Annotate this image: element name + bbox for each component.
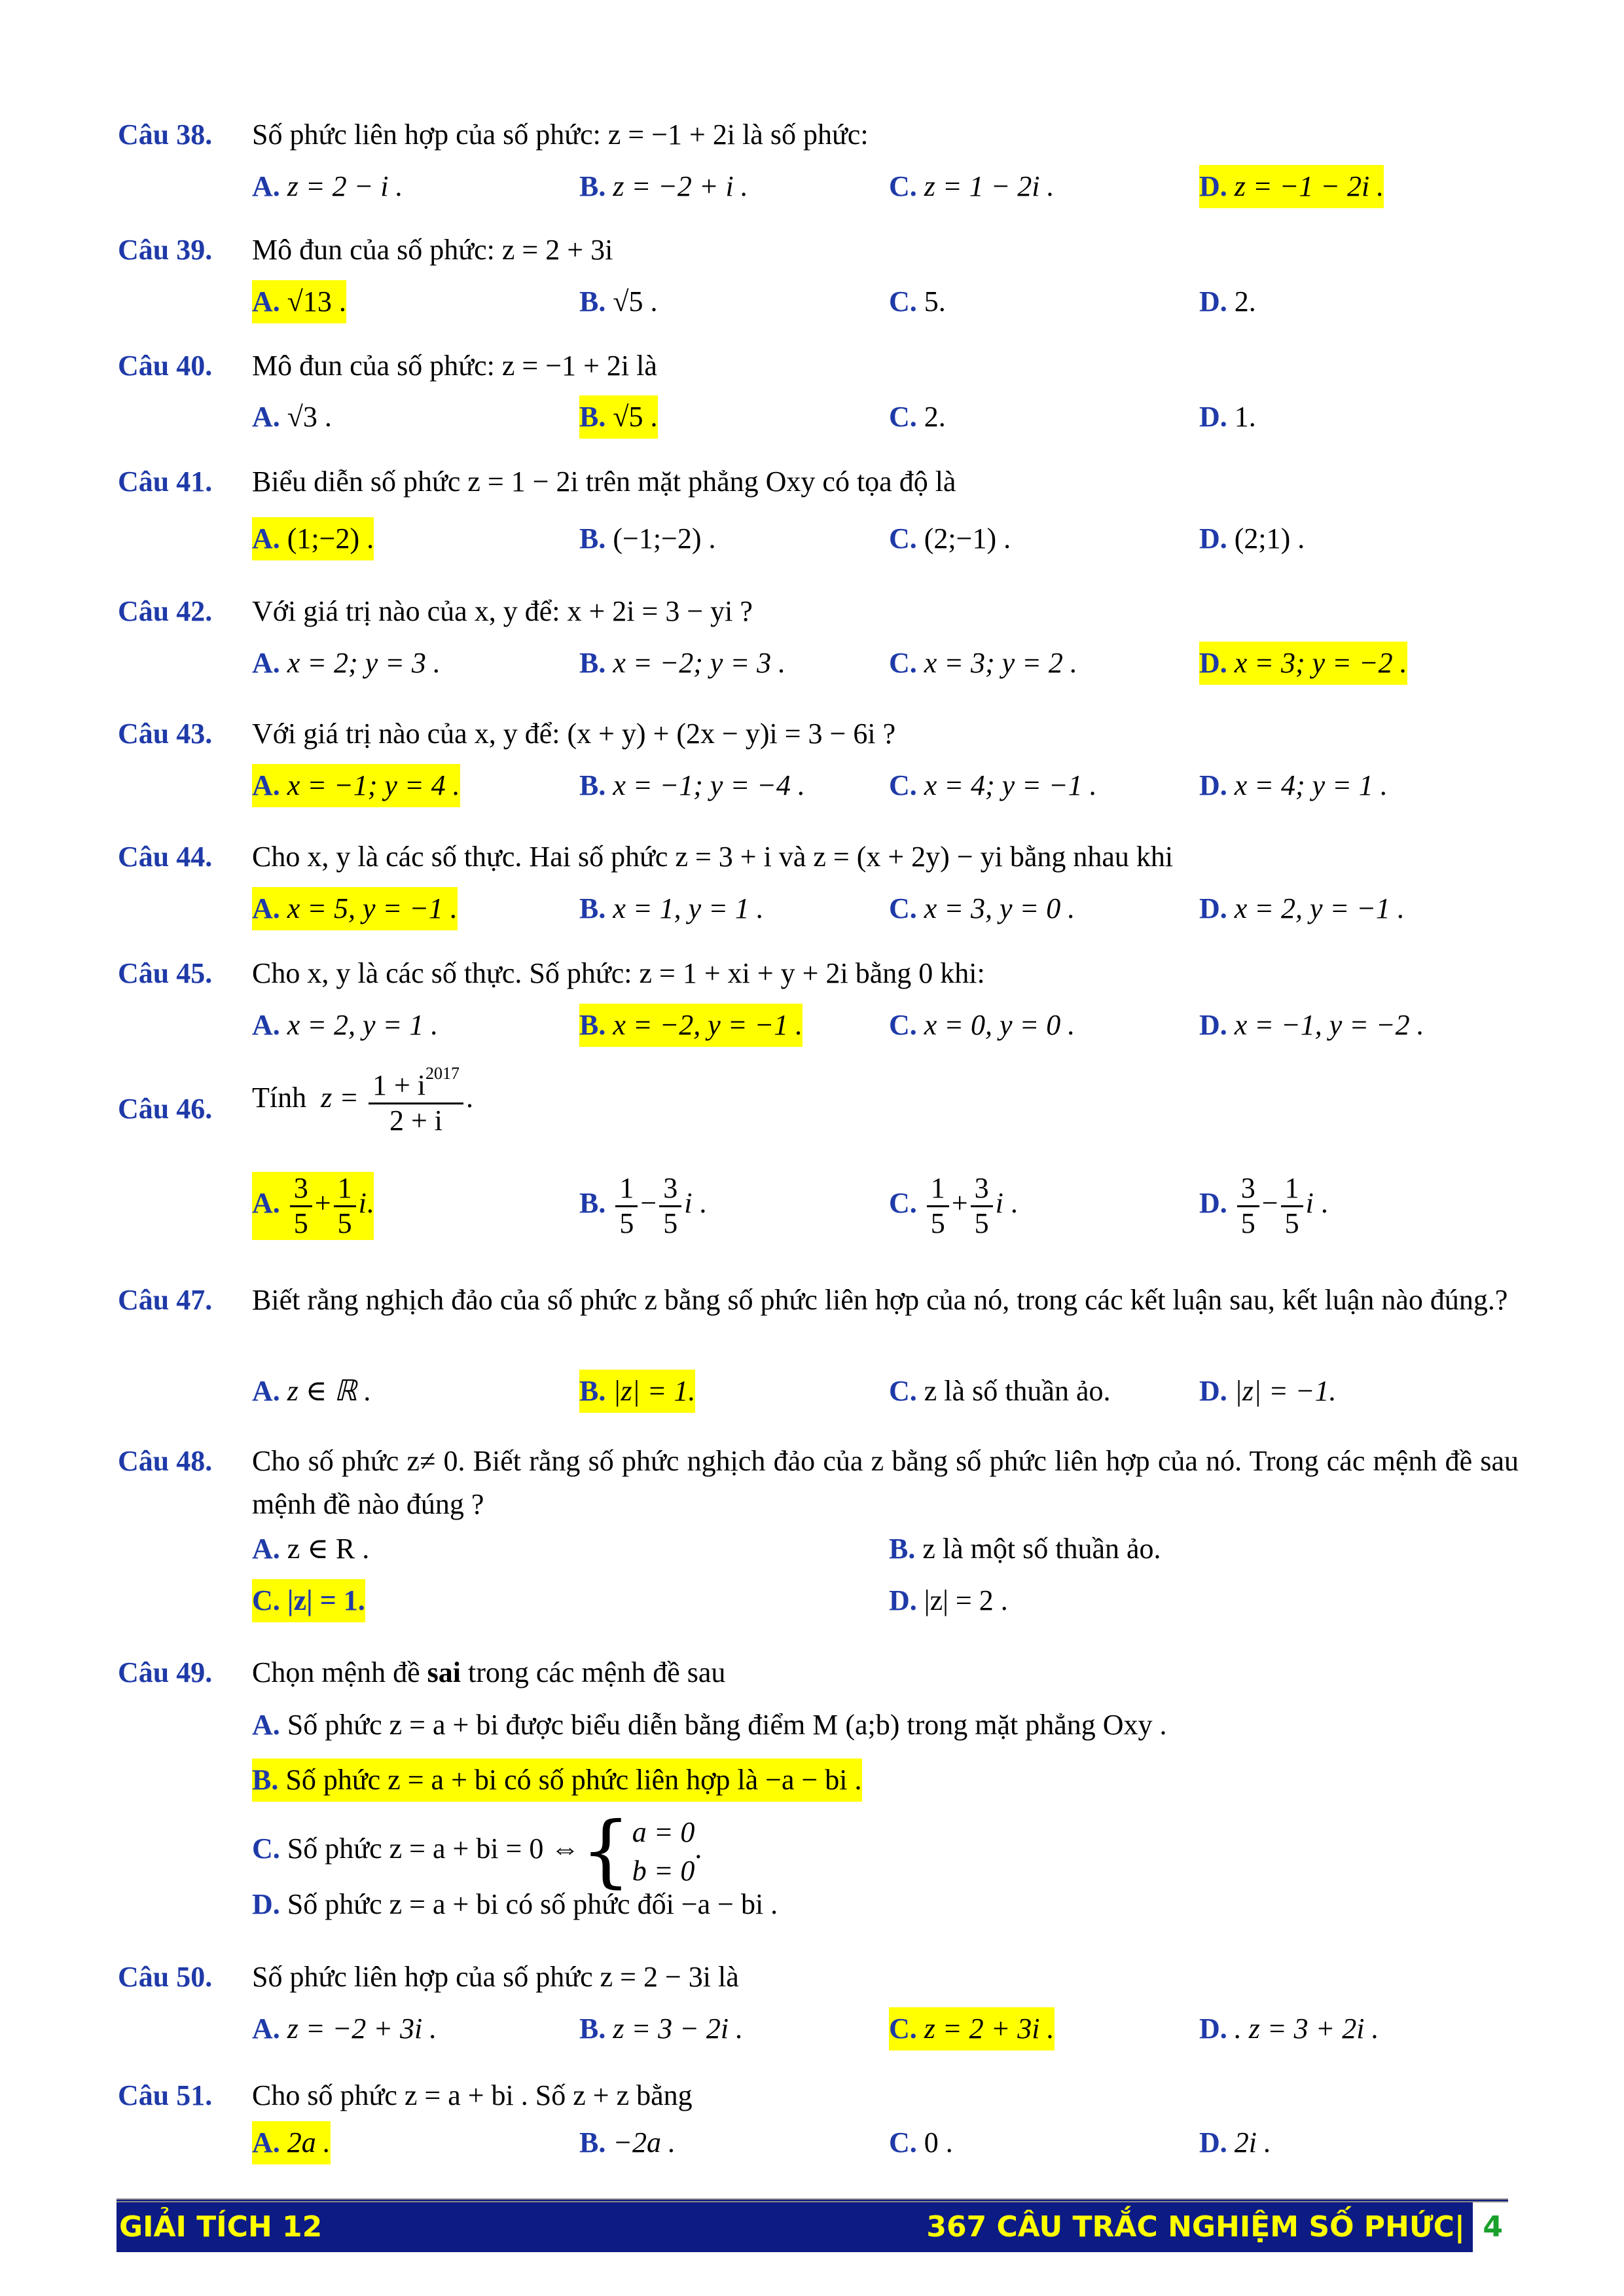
option-d[interactable]: D. x = −1, y = −2 . bbox=[1199, 1009, 1424, 1041]
option-b[interactable]: B. $\frac{1}{5}$ − $\frac{3}{5}$ i . bbox=[579, 1172, 707, 1239]
question-stem: Mô đun của số phức: z = 2 + 3i bbox=[252, 234, 613, 266]
question-stem: Cho số phức z≠ 0. Biết rằng số phức nghịch đảo của z bằng số phức liên hợp của nó. Trong các mệnh đề sau mệnh đề nào đúng ? bbox=[252, 1445, 1519, 1520]
question-stem: Biểu diễn số phức z = 1 − 2i trên mặt phẳng Oxy có tọa độ là bbox=[252, 465, 956, 498]
question-label: Câu 45. bbox=[118, 957, 213, 989]
option-a[interactable]: A. x = 2; y = 3 . bbox=[252, 647, 441, 679]
page-number-box bbox=[1473, 2202, 1508, 2252]
option-b[interactable]: B. z = −2 + i . bbox=[579, 170, 748, 202]
option-d[interactable]: D. |z| = −1. bbox=[1199, 1375, 1337, 1407]
option-d-answer[interactable]: D. x = 3; y = −2 . bbox=[1199, 642, 1407, 685]
question-stem: Biết rằng nghịch đảo của số phức z bằng số phức liên hợp của nó, trong các kết luận sau, kết luận nào đúng.? bbox=[252, 1284, 1508, 1316]
question-stem: Với giá trị nào của x, y để: (x + y) + (2x − y)i = 3 − 6i ? bbox=[252, 718, 896, 750]
option-a[interactable]: A. x = 2, y = 1 . bbox=[252, 1009, 439, 1041]
question-label: Câu 46. bbox=[118, 1093, 213, 1125]
footer-subject: GIẢI TÍCH 12 bbox=[119, 2210, 323, 2244]
option-a-answer[interactable]: A. $\frac{3}{5}$ + $\frac{1}{5}$ i. bbox=[252, 1172, 374, 1239]
question-label: Câu 40. bbox=[118, 350, 213, 382]
option-c[interactable]: C. 5. bbox=[889, 285, 946, 318]
option-b-answer[interactable]: B. x = −2, y = −1 . bbox=[579, 1004, 803, 1047]
option-c[interactable]: C. (2;−1) . bbox=[889, 522, 1011, 555]
option-c[interactable]: C. z = 1 − 2i . bbox=[889, 170, 1055, 202]
question-stem: Cho số phức z = a + bi . Số z + z bằng bbox=[252, 2079, 693, 2111]
option-d[interactable]: D. . z = 3 + 2i . bbox=[1199, 2013, 1379, 2045]
option-b[interactable]: B. −2a . bbox=[579, 2126, 676, 2159]
option-b[interactable]: B. x = 1, y = 1 . bbox=[579, 892, 764, 924]
option-b[interactable]: B. √5 . bbox=[579, 285, 658, 318]
question-stem: Số phức liên hợp của số phức z = 2 − 3i là bbox=[252, 1961, 739, 1993]
question-stem: Số phức liên hợp của số phức: z = −1 + 2i là số phức: bbox=[252, 118, 869, 151]
option-d[interactable]: D. 1. bbox=[1199, 401, 1256, 433]
question-stem: Với giá trị nào của x, y để: x + 2i = 3 − yi ? bbox=[252, 595, 753, 627]
option-a[interactable]: A. z = 2 − i . bbox=[252, 170, 403, 202]
question-label: Câu 43. bbox=[118, 718, 213, 750]
option-d[interactable]: D. x = 4; y = 1 . bbox=[1199, 769, 1388, 801]
option-a-answer[interactable]: A. √13 . bbox=[252, 280, 346, 323]
left-brace-icon: { bbox=[581, 1806, 631, 1897]
option-b-answer[interactable]: B. Số phức z = a + bi có số phức liên hợp là −a − bi . bbox=[252, 1758, 862, 1802]
option-c[interactable]: C. 0 . bbox=[889, 2126, 953, 2159]
option-d[interactable]: D. 2. bbox=[1199, 285, 1256, 318]
option-d[interactable]: D. 2i . bbox=[1199, 2126, 1272, 2159]
question-stem: Tính z = $\frac{1 + i^{2017}}{2 + i}$ . bbox=[252, 1064, 473, 1137]
question-label: Câu 38. bbox=[118, 118, 213, 151]
option-a-answer[interactable]: A. x = −1; y = 4 . bbox=[252, 764, 460, 807]
option-a[interactable]: A. Số phức z = a + bi được biểu diễn bằng điểm M (a;b) trong mặt phẳng Oxy . bbox=[252, 1709, 1167, 1741]
question-label: Câu 47. bbox=[118, 1284, 213, 1316]
option-a[interactable]: A. z = −2 + 3i . bbox=[252, 2013, 437, 2045]
option-a[interactable]: A. z ∈ R . bbox=[252, 1533, 370, 1565]
option-d[interactable]: D. |z| = 2 . bbox=[889, 1584, 1008, 1616]
page-footer bbox=[117, 2198, 1508, 2252]
option-c[interactable]: C. x = 3, y = 0 . bbox=[889, 892, 1075, 924]
option-d-answer[interactable]: D. z = −1 − 2i . bbox=[1199, 165, 1384, 208]
question-label: Câu 42. bbox=[118, 595, 213, 627]
question-label: Câu 41. bbox=[118, 465, 213, 498]
option-b[interactable]: B. z là một số thuần ảo. bbox=[889, 1533, 1161, 1565]
option-b[interactable]: B. x = −2; y = 3 . bbox=[579, 647, 786, 679]
option-a-answer[interactable]: A. 2a . bbox=[252, 2121, 331, 2164]
footer-title: 367 CÂU TRẮC NGHIỆM SỐ PHỨC| bbox=[926, 2210, 1465, 2244]
option-d[interactable]: D. (2;1) . bbox=[1199, 522, 1305, 555]
option-c[interactable]: C. Số phức z = a + bi = 0 ⇔{ a = 0 b = 0 . bbox=[252, 1806, 702, 1897]
option-c[interactable]: C. z là số thuần ảo. bbox=[889, 1375, 1111, 1407]
option-b[interactable]: B. (−1;−2) . bbox=[579, 522, 716, 555]
option-c[interactable]: C. 2. bbox=[889, 401, 946, 433]
option-d[interactable]: D. Số phức z = a + bi có số phức đối −a − bi . bbox=[252, 1888, 778, 1920]
option-a[interactable]: A. z ∈ ℝ . bbox=[252, 1375, 372, 1407]
question-stem: Chọn mệnh đề sai trong các mệnh đề sau bbox=[252, 1656, 726, 1688]
option-a[interactable]: A. √3 . bbox=[252, 401, 332, 433]
option-c-answer[interactable]: C. z = 2 + 3i . bbox=[889, 2007, 1055, 2050]
question-label: Câu 44. bbox=[118, 841, 213, 873]
option-b[interactable]: B. x = −1; y = −4 . bbox=[579, 769, 805, 801]
question-label: Câu 49. bbox=[118, 1656, 213, 1688]
question-stem: Cho x, y là các số thực. Hai số phức z = 3 + i và z = (x + 2y) − yi bằng nhau khi bbox=[252, 841, 1174, 873]
question-stem: Mô đun của số phức: z = −1 + 2i là bbox=[252, 350, 657, 382]
option-b-answer[interactable]: B. √5 . bbox=[579, 395, 658, 439]
option-c[interactable]: C. $\frac{1}{5}$ + $\frac{3}{5}$ i . bbox=[889, 1172, 1018, 1239]
page-number: 4 bbox=[1483, 2210, 1503, 2244]
option-d[interactable]: D. x = 2, y = −1 . bbox=[1199, 892, 1405, 924]
question-stem: Cho x, y là các số thực. Số phức: z = 1 + xi + y + 2i bằng 0 khi: bbox=[252, 957, 985, 989]
option-d[interactable]: D. $\frac{3}{5}$ − $\frac{1}{5}$ i . bbox=[1199, 1172, 1328, 1239]
question-label: Câu 51. bbox=[118, 2079, 213, 2111]
fraction: $\frac{1 + i^{2017}}{2 + i}$ bbox=[369, 1064, 463, 1137]
question-label: Câu 39. bbox=[118, 234, 213, 266]
option-c[interactable]: C. x = 3; y = 2 . bbox=[889, 647, 1077, 679]
option-c[interactable]: C. x = 4; y = −1 . bbox=[889, 769, 1097, 801]
option-a-answer[interactable]: A. x = 5, y = −1 . bbox=[252, 887, 458, 930]
question-label: Câu 48. bbox=[118, 1445, 213, 1477]
option-b-answer[interactable]: B. |z| = 1. bbox=[579, 1370, 695, 1413]
option-c-answer[interactable]: C. |z| = 1. bbox=[252, 1579, 365, 1622]
option-a-answer[interactable]: A. (1;−2) . bbox=[252, 517, 374, 560]
question-label: Câu 50. bbox=[118, 1961, 213, 1993]
option-c[interactable]: C. x = 0, y = 0 . bbox=[889, 1009, 1075, 1041]
option-b[interactable]: B. z = 3 − 2i . bbox=[579, 2013, 744, 2045]
